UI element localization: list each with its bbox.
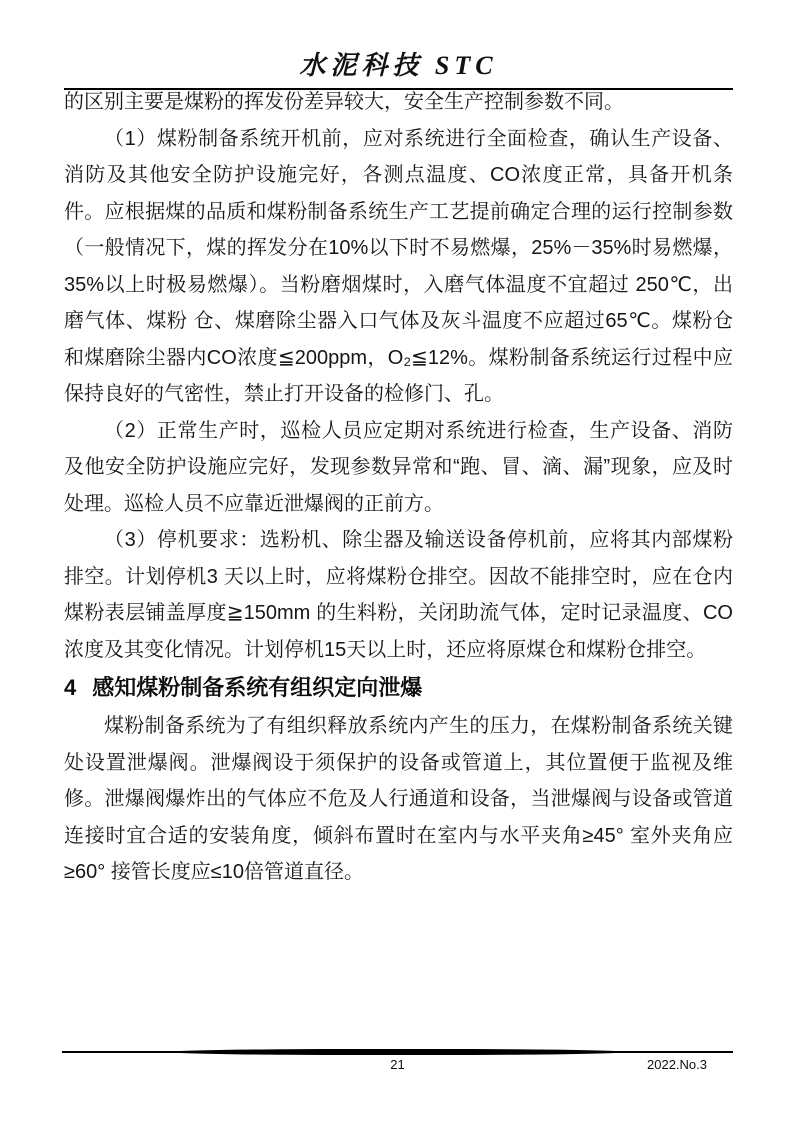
page-footer: [62, 1049, 733, 1072]
footer-rule: [62, 1049, 733, 1055]
issue-number: 2022.No.3: [647, 1057, 707, 1072]
section-heading: [64, 668, 733, 708]
page-body: [64, 84, 733, 891]
section-title: 感知煤粉制备系统有组织定向泄爆: [92, 675, 423, 700]
paragraph-item-3: （3）停机要求：选粉机、除尘器及输送设备停机前，应将其内部煤粉排空。计划停机3 天以上时，应将煤粉仓排空。因故不能排空时，应在仓内煤粉表层铺盖厚度≧150mm 的生料粉，关闭助流气体，定时记录温度、CO浓度及其变化情况。计划停机15天以上时，还应将原煤仓和煤粉仓排空。: [64, 529, 733, 661]
journal-title: 水泥科技 STC: [299, 51, 498, 80]
footer-rule-thick-middle: [169, 1049, 625, 1055]
section-number: 4: [64, 675, 77, 700]
page-number: 21: [390, 1057, 405, 1072]
paragraph-item-1: （1）煤粉制备系统开机前，应对系统进行全面检查，确认生产设备、 消防及其他安全防护设施完好，各测点温度、CO浓度正常，具备开机条件。应根据煤的品质和煤粉制备系统生产工艺提前确定合理的运行控制参数（一般情况下，煤的挥发分在10%以下时不易燃爆，25%－35%时易燃爆，35%以上时极易燃爆）。当粉磨烟煤时，入磨气体温度不宜超过 250℃，出磨气体、煤粉 仓、煤磨除尘器入口气体及灰斗温度不应超过65℃。煤粉仓和煤磨除尘器内CO浓度≦200ppm，O₂≦12%。煤粉制备系统运行过程中应保持良好的气密性，禁止打开设备的检修门、孔。: [64, 127, 733, 405]
paragraph-item-2: （2）正常生产时，巡检人员应定期对系统进行检查，生产设备、消防及他安全防护设施应完好，发现参数异常和“跑、冒、滴、漏”现象，应及时处理。巡检人员不应靠近泄爆阀的正前方。: [64, 419, 733, 515]
paragraph-section-4: 煤粉制备系统为了有组织释放系统内产生的压力，在煤粉制备系统关键处设置泄爆阀。泄爆阀设于须保护的设备或管道上，其位置便于监视及维修。泄爆阀爆炸出的气体应不危及人行通道和设备，当泄爆阀与设备或管道连接时宜合适的安装角度，倾斜布置时在室内与水平夹角≥45° 室外夹角应≥60° 接管长度应≤10倍管道直径。: [64, 715, 733, 883]
paragraph-continued: 的区别主要是煤粉的挥发份差异较大，安全生产控制参数不同。: [64, 91, 624, 113]
footer-row: [62, 1057, 733, 1072]
page-header: [64, 0, 733, 90]
